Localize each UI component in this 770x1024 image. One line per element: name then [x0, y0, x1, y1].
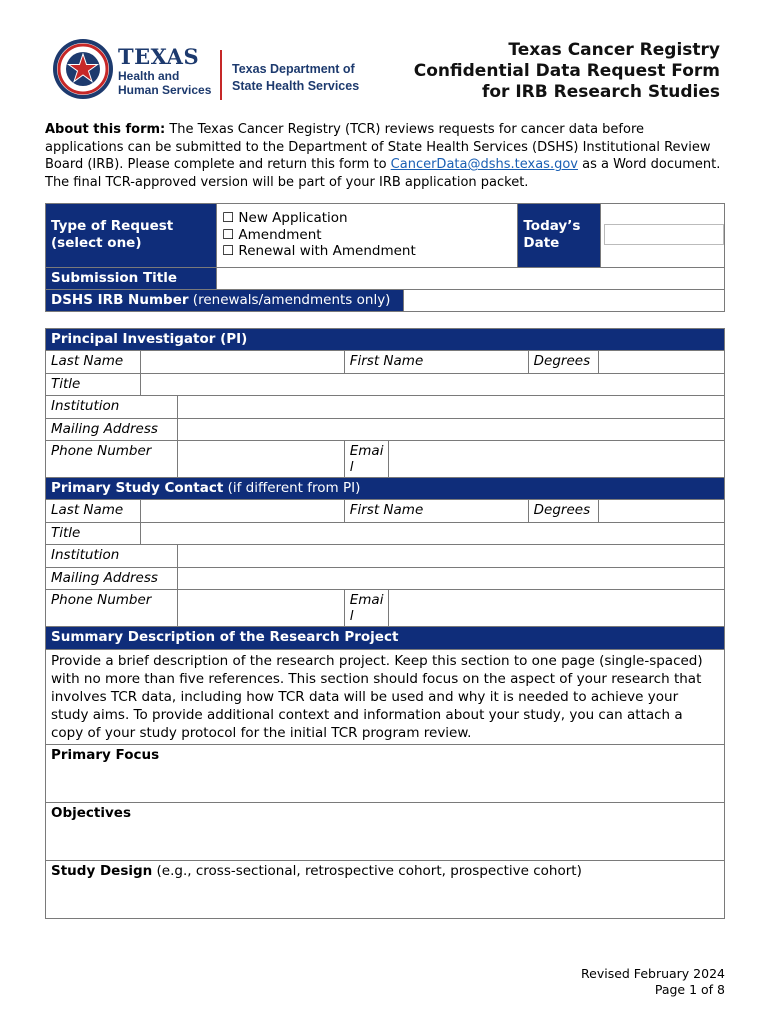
logo-hhs-text: Health and Human Services [118, 69, 212, 97]
contact-title-label: Title [46, 522, 141, 545]
irb-number-label-text: DSHS IRB Number [51, 292, 189, 308]
contact-email-input[interactable] [389, 590, 725, 627]
objectives-field[interactable] [46, 803, 725, 861]
todays-date-cell [600, 204, 724, 268]
pi-title-input[interactable] [140, 373, 724, 396]
email-link[interactable]: CancerData@dshs.texas.gov [390, 157, 578, 173]
pi-degrees-label: Degrees [528, 351, 598, 374]
primary-focus-label: Primary Focus [51, 747, 160, 763]
about-text-1: The Texas Cancer Registry (TCR) reviews requests for cancer data before applications can be submitted to the Department of State Health Services (DSHS) Institutional Review Board (IRB). Please complete and return this form to [45, 122, 711, 173]
request-options [217, 204, 518, 268]
contact-phone-label: Phone Number [46, 590, 178, 627]
contact-mailing-input[interactable] [177, 567, 724, 590]
contact-heading [46, 478, 725, 500]
irb-number-label [46, 290, 404, 312]
pi-last-name-label: Last Name [46, 351, 141, 374]
pi-email-label: Emai l [344, 441, 389, 478]
contact-mailing-label: Mailing Address [46, 567, 178, 590]
about-paragraph [45, 121, 725, 191]
study-design-field[interactable] [46, 861, 725, 919]
irb-number-input[interactable] [404, 290, 725, 312]
study-design-label: Study Design [51, 863, 153, 879]
option-amendment[interactable]: ☐ Amendment [222, 226, 322, 243]
texas-seal-icon [52, 38, 114, 100]
option-new-application[interactable]: ☐ New Application [222, 210, 348, 226]
pi-title-label: Title [46, 373, 141, 396]
logo-texas-text: TEXAS [118, 44, 200, 69]
pi-heading: Principal Investigator (PI) [46, 329, 725, 351]
title-line-1: Texas Cancer Registry [508, 40, 720, 60]
contact-degrees-label: Degrees [528, 500, 598, 523]
contact-heading-text: Primary Study Contact [51, 480, 224, 496]
request-table [45, 203, 725, 312]
option-renewal-with-amendment[interactable]: ☐ Renewal with Amendment [222, 243, 416, 259]
pi-email-input[interactable] [389, 441, 725, 478]
pi-mailing-label: Mailing Address [46, 418, 178, 441]
irb-number-note: (renewals/amendments only) [188, 292, 391, 308]
document-header [50, 36, 720, 106]
page-number: Page 1 of 8 [654, 982, 725, 997]
contact-institution-input[interactable] [177, 545, 724, 568]
pi-institution-label: Institution [46, 396, 178, 419]
title-line-3: for IRB Research Studies [481, 82, 720, 102]
submission-title-input[interactable] [217, 268, 725, 290]
contact-email-label: Emai l [344, 590, 389, 627]
contact-phone-input[interactable] [177, 590, 344, 627]
primary-focus-field[interactable] [46, 745, 725, 803]
logo-divider [220, 50, 222, 100]
pi-phone-input[interactable] [177, 441, 344, 478]
about-text-2: as a Word document. The final TCR-approved version will be part of your IRB application packet. [45, 157, 721, 190]
pi-institution-input[interactable] [177, 396, 724, 419]
objectives-label: Objectives [51, 805, 131, 821]
pi-mailing-input[interactable] [177, 418, 724, 441]
todays-date-input[interactable] [604, 224, 724, 245]
document-title [414, 40, 720, 103]
logo-dshs-text: Texas Department of State Health Services [232, 62, 360, 93]
page-footer [581, 966, 725, 998]
submission-title-label: Submission Title [46, 268, 217, 290]
summary-description: Provide a brief description of the research project. Keep this section to one page (single-spaced) with no more than five references. This section should focus on the aspect of your research that involves TCR data, including how TCR data will be used and why it is needed to achieve your study aims. To provide additional context and information about your study, you can attach a copy of your study protocol for the initial TCR program review. [46, 650, 725, 745]
todays-date-label: Today’s Date [518, 204, 601, 268]
contact-title-input[interactable] [140, 522, 724, 545]
pi-phone-label: Phone Number [46, 441, 178, 478]
contact-institution-label: Institution [46, 545, 178, 568]
revised-date: Revised February 2024 [581, 966, 725, 981]
type-of-request-label: Type of Request (select one) [46, 204, 217, 268]
contact-degrees-input[interactable] [598, 500, 724, 523]
pi-degrees-input[interactable] [598, 351, 724, 374]
summary-heading: Summary Description of the Research Project [46, 627, 725, 650]
contact-last-name-input[interactable] [140, 500, 344, 523]
contact-last-name-label: Last Name [46, 500, 141, 523]
contact-first-name-label: First Name [344, 500, 528, 523]
about-label: About this form: [45, 122, 166, 137]
pi-first-name-label: First Name [344, 351, 528, 374]
contact-heading-note: (if different from PI) [223, 480, 361, 496]
title-line-2: Confidential Data Request Form [413, 61, 720, 81]
investigator-table [45, 328, 725, 919]
pi-last-name-input[interactable] [140, 351, 344, 374]
study-design-note: (e.g., cross-sectional, retrospective cohort, prospective cohort) [152, 863, 582, 879]
